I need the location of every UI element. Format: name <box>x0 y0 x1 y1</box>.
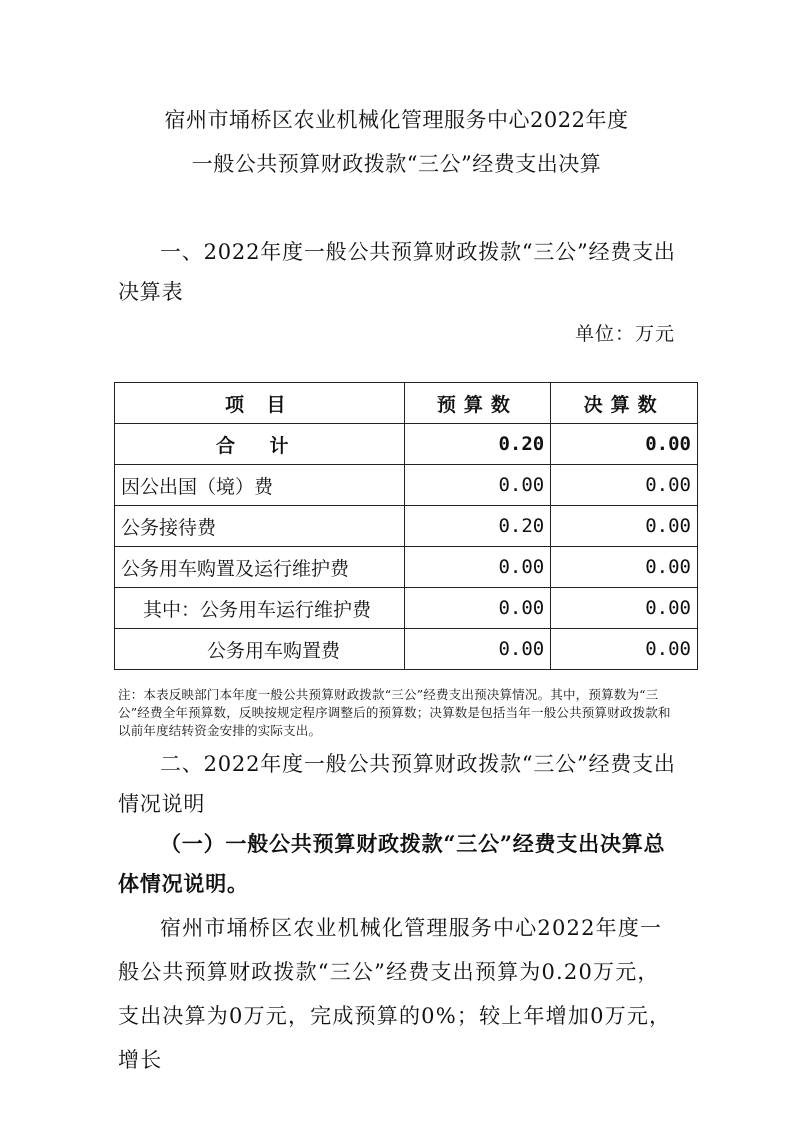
row-item: 公务用车购置费 <box>115 629 405 670</box>
row-final: 0.00 <box>551 547 698 588</box>
table-row <box>115 465 698 506</box>
table-header-row <box>115 383 698 424</box>
header-budget: 预算数 <box>404 383 551 424</box>
row-item: 因公出国（境）费 <box>115 465 405 506</box>
row-item: 合 计 <box>115 424 405 465</box>
row-budget: 0.00 <box>404 465 551 506</box>
section-heading-1: 一、2022年度一般公共预算财政拨款“三公”经费支出决算表 <box>118 240 676 304</box>
subsection-heading-1: （一）一般公共预算财政拨款“三公”经费支出决算总体情况说明。 <box>118 831 666 896</box>
row-budget: 0.20 <box>404 506 551 547</box>
document-title-line2: 一般公共预算财政拨款“三公”经费支出决算 <box>191 152 602 176</box>
unit-label: 单位：万元 <box>574 323 675 345</box>
row-final: 0.00 <box>551 506 698 547</box>
table-row-total <box>115 424 698 465</box>
table-note: 注：本表反映部门本年度一般公共预算财政拨款“三公”经费支出预决算情况。其中，预算数为“三公”经费全年预算数，反映按规定程序调整后的预算数；决算数是包括当年一般公共预算财政拨款和以前年度结转资金安排的实际支出。 <box>118 687 671 738</box>
row-item: 其中：公务用车运行维护费 <box>115 588 405 629</box>
row-item: 公务用车购置及运行维护费 <box>115 547 405 588</box>
row-budget: 0.20 <box>404 424 551 465</box>
row-budget: 0.00 <box>404 547 551 588</box>
row-final: 0.00 <box>551 588 698 629</box>
row-final: 0.00 <box>551 424 698 465</box>
row-budget: 0.00 <box>404 588 551 629</box>
table-row <box>115 547 698 588</box>
table-row <box>115 588 698 629</box>
header-final: 决算数 <box>551 383 698 424</box>
budget-table <box>114 382 698 670</box>
section-heading-2: 二、2022年度一般公共预算财政拨款“三公”经费支出情况说明 <box>118 752 676 816</box>
table-row <box>115 506 698 547</box>
row-final: 0.00 <box>551 465 698 506</box>
header-item: 项 目 <box>115 383 405 424</box>
row-item: 公务接待费 <box>115 506 405 547</box>
row-final: 0.00 <box>551 629 698 670</box>
body-paragraph: 宿州市埇桥区农业机械化管理服务中心2022年度一般公共预算财政拨款“三公”经费支出预算为0.20万元，支出决算为0万元，完成预算的0%；较上年增加0万元，增长 <box>118 916 672 1072</box>
row-budget: 0.00 <box>404 629 551 670</box>
document-title-line1: 宿州市埇桥区农业机械化管理服务中心2022年度 <box>164 108 629 132</box>
table-row <box>115 629 698 670</box>
